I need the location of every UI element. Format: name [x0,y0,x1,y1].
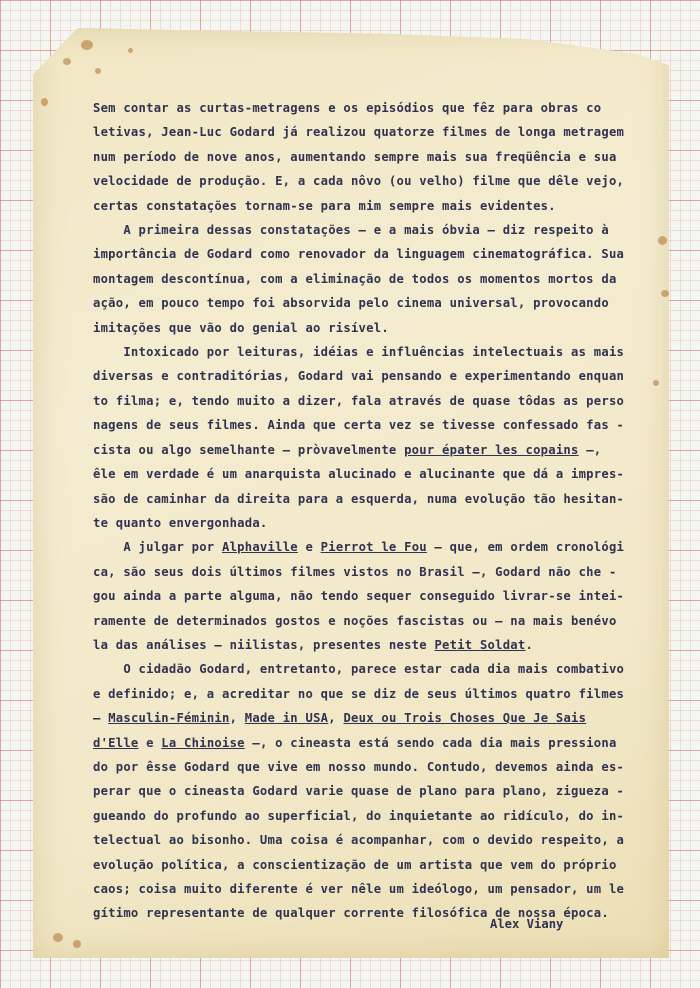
underlined-title: Deux ou Trois Choses Que Je Sais [343,711,587,726]
underlined-title: Alphaville [222,540,298,555]
text-line: —, [578,442,602,457]
text-line: num período de nove anos, aumentando sempre mais sua freqüência e sua [93,149,617,164]
text-line: são de caminhar da direita para a esquerda, numa evolução tão hesitan- [93,491,625,506]
text-line: do por êsse Godard que vive em nosso mundo. Contudo, devemos ainda es- [93,759,625,774]
text-line: to filma; e, tendo muito a dizer, fala através de quase tôdas as perso [93,393,625,408]
underlined-title: pour épater les copains [404,442,579,457]
text-line: ramente de determinados gostos e noções fascistas ou — na mais benévo [93,613,617,628]
underlined-title: La Chinoise [161,735,245,750]
foxing-stain [73,940,81,948]
text-line: ação, em pouco tempo foi absorvida pelo cinema universal, provocando [93,296,609,311]
author-signature: Alex Viany [490,917,564,931]
foxing-stain [53,933,63,942]
underlined-title: Made in USA [244,711,329,726]
text-line: — [93,711,109,726]
text-line: , [328,711,344,726]
text-line: e [138,735,162,750]
foxing-stain [128,48,133,53]
text-line: certas constatações tornam-se para mim sempre mais evidentes. [93,198,556,213]
text-line: A julgar por [93,540,222,555]
foxing-stain [661,290,669,297]
typed-body-text [93,96,653,926]
text-line: gueando do profundo ao superficial, do inquietante ao ridículo, do in- [93,808,625,823]
foxing-stain [63,58,71,65]
underlined-title: Pierrot le Fou [320,540,427,555]
text-line: Intoxicado por leituras, idéias e influências intelectuais as mais [93,345,625,360]
foxing-stain [81,40,93,50]
text-line: importância de Godard como renovador da linguagem cinematográfica. Sua [93,247,625,262]
text-line: e definido; e, a acreditar no que se diz de seus últimos quatro filmes [93,686,625,701]
foxing-stain [95,68,101,74]
text-line: evolução política, a conscientização de um artista que vem do próprio [93,857,617,872]
text-line: êle em verdade é um anarquista alucinado e alucinante que dá a impres- [93,467,625,482]
foxing-stain [653,380,659,386]
foxing-stain [41,98,48,106]
text-line: imitações que vão do genial ao risível. [93,320,389,335]
text-line: , [229,711,245,726]
foxing-stain [658,236,667,245]
text-line: velocidade de produção. E, a cada nôvo (ou velho) filme que dêle vejo, [93,174,625,189]
text-line: diversas e contraditórias, Godard vai pensando e experimentando enquan [93,369,625,384]
text-line: — que, em ordem cronológi [426,540,625,555]
underlined-title: Petit Soldat [434,637,526,652]
text-line: e [297,540,321,555]
text-line: Sem contar as curtas-metragens e os episódios que fêz para obras co [93,101,602,115]
text-line: telectual ao bisonho. Uma coisa é acompanhar, com o devido respeito, a [93,833,625,848]
text-line: —, o cineasta está sendo cada dia mais pressiona [244,735,617,750]
text-line: . [525,637,534,652]
underlined-title: d'Elle [93,735,139,750]
text-line: gou ainda a parte alguma, não tendo sequer conseguido livrar-se intei- [93,589,625,604]
text-line: te quanto envergonhada. [93,515,268,530]
text-line: A primeira dessas constatações — e a mais óbvia — diz respeito à [93,223,609,238]
text-line: perar que o cineasta Godard varie quase de plano para plano, zigueza - [93,784,625,799]
text-line: montagem descontínua, com a eliminação de todos os momentos mortos da [93,271,617,286]
text-line: la das análises — niilistas, presentes neste [93,637,435,652]
text-line: letivas, Jean-Luc Godard já realizou quatorze filmes de longa metragem [93,125,625,140]
text-line: nagens de seus filmes. Ainda que certa vez se tivesse confessado fas - [93,418,625,433]
text-line: gítimo representante de qualquer corrente filosófica de nossa época. [93,906,609,921]
text-line: cista ou algo semelhante — pròvavelmente [93,442,405,457]
text-line: O cidadão Godard, entretanto, parece estar cada dia mais combativo [93,662,625,677]
text-line: caos; coisa muito diferente é ver nêle um ideólogo, um pensador, um le [93,882,625,896]
text-line: ca, são seus dois últimos filmes vistos no Brasil —, Godard não che - [93,564,617,579]
underlined-title: Masculin-Féminin [108,711,230,726]
